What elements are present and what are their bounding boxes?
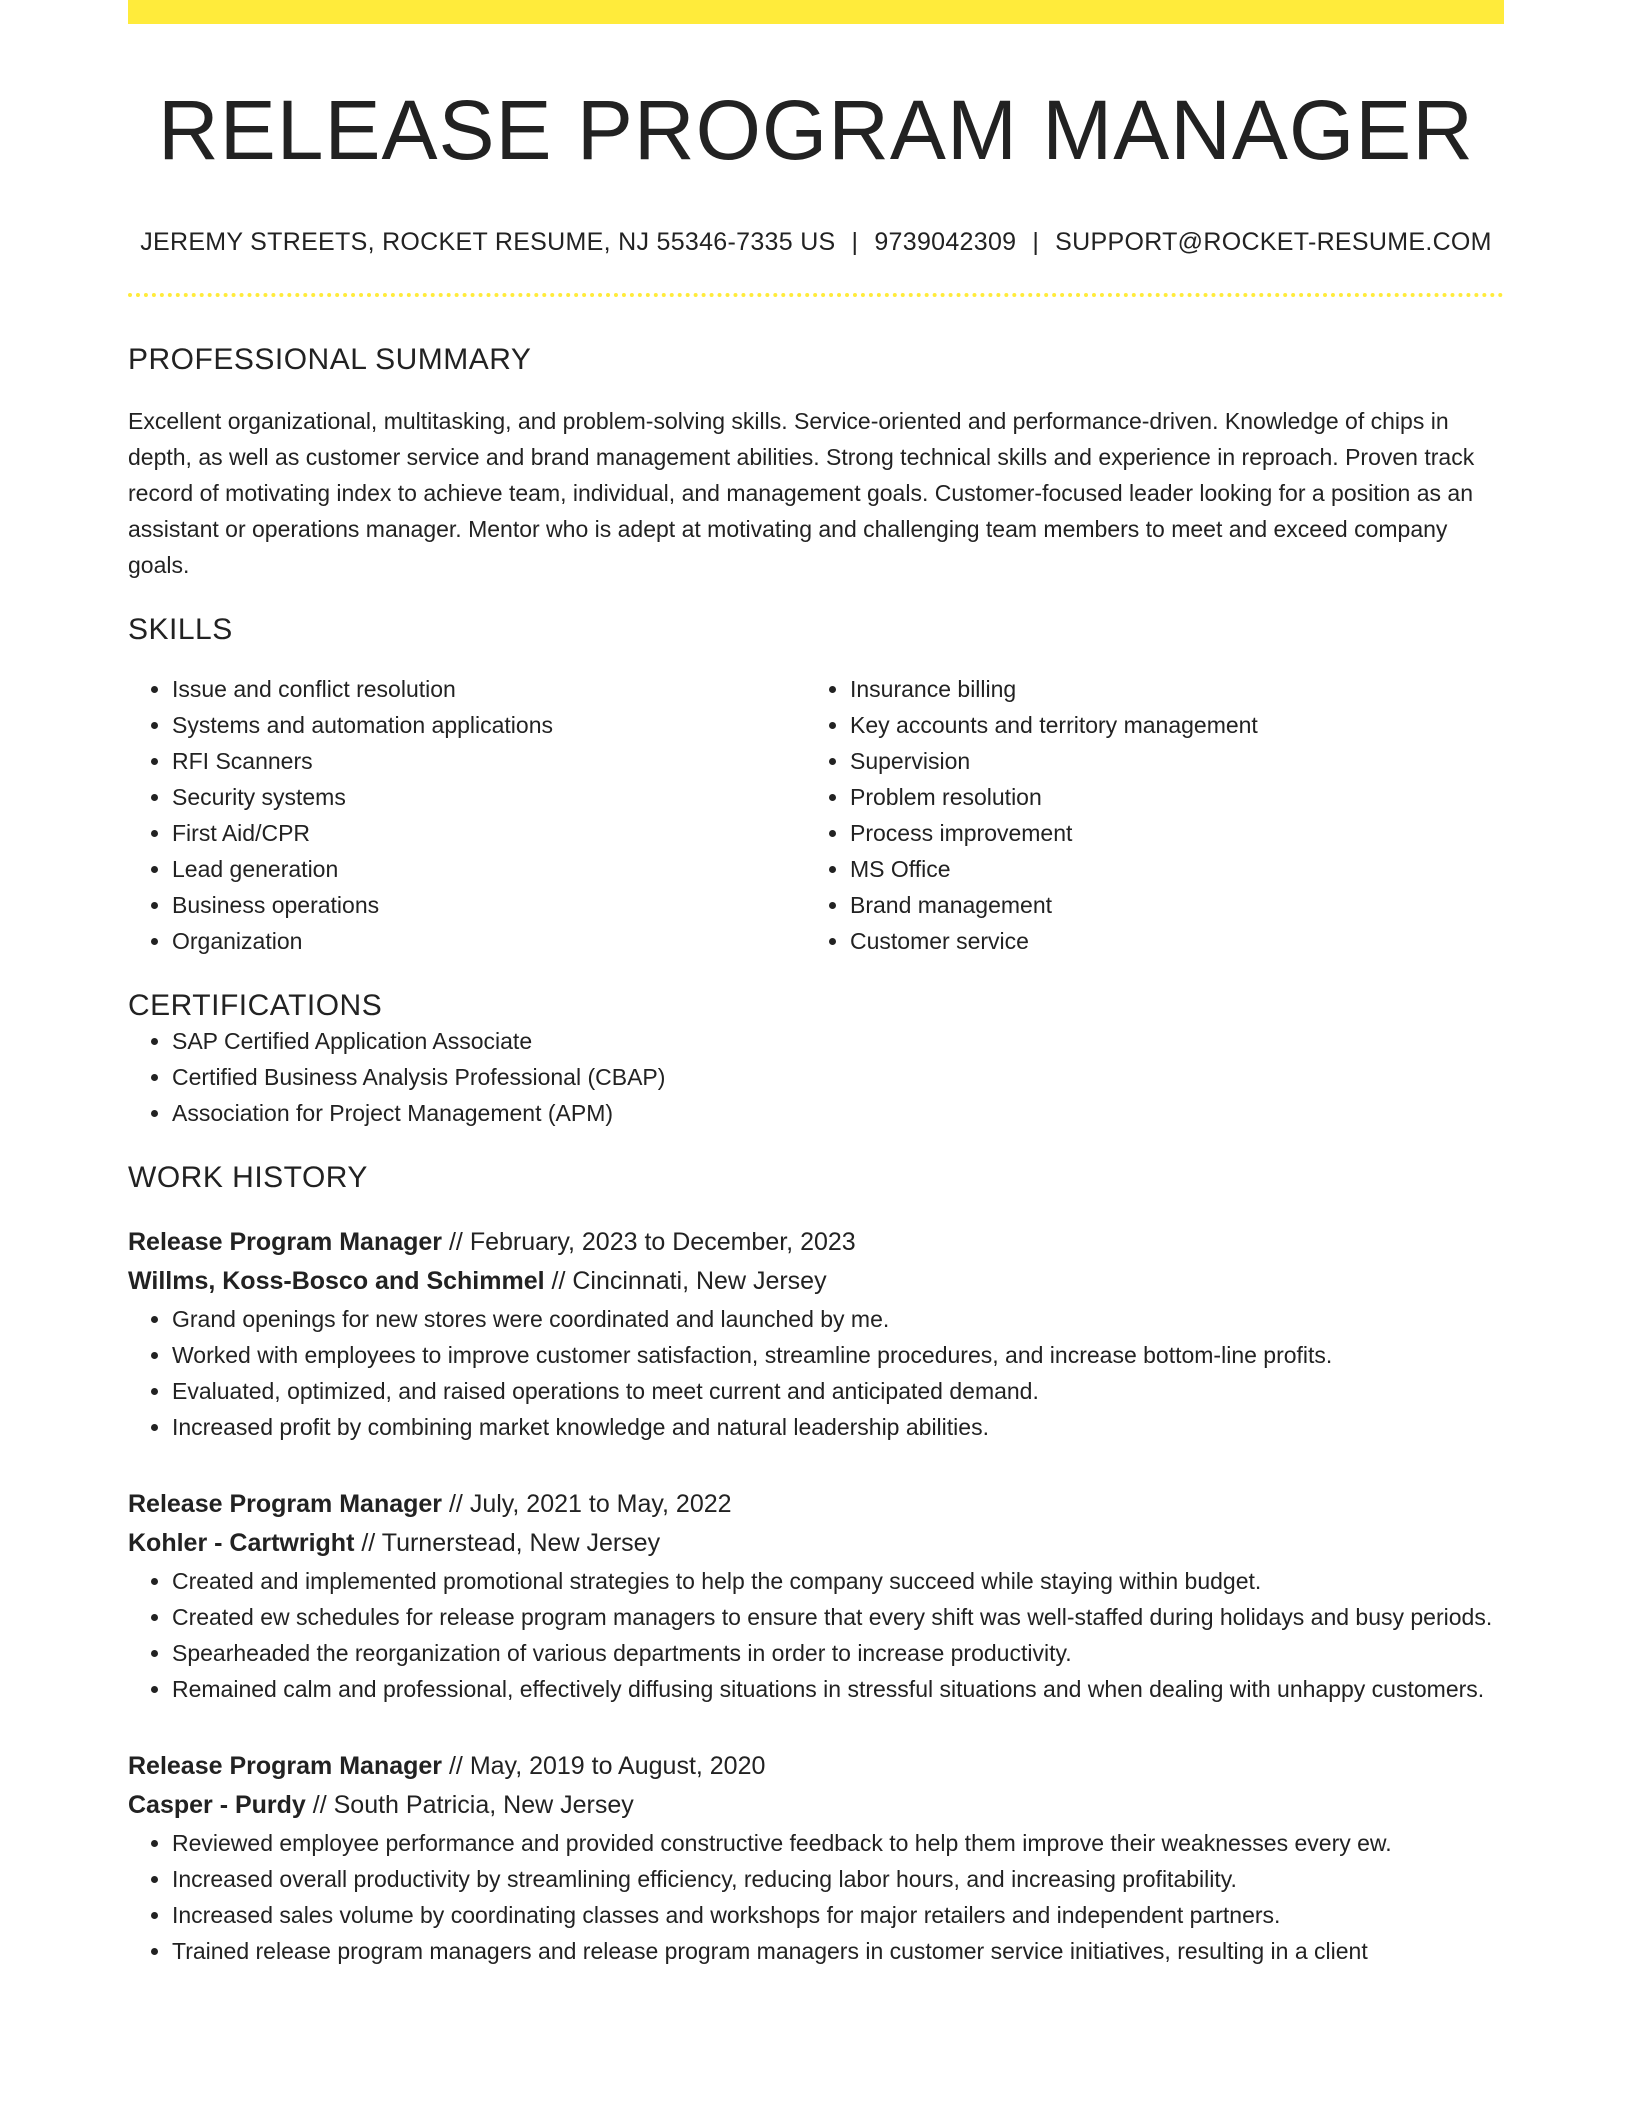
skills-list-left [128, 671, 806, 959]
job-title-line [128, 1223, 1504, 1262]
skill-item: • Customer service [850, 923, 1484, 959]
skill-item: • Organization [172, 923, 806, 959]
job-entry [128, 1485, 1504, 1707]
skill-item: • Problem resolution [850, 779, 1484, 815]
job-company: Kohler - Cartwright [128, 1529, 355, 1558]
job-bullet: • Created ew schedules for release program managers to ensure that every shift was well-staffed during holidays and busy periods. [172, 1599, 1504, 1635]
job-location: // South Patricia, New Jersey [305, 1791, 634, 1820]
job-bullet: • Grand openings for new stores were coordinated and launched by me. [172, 1301, 1504, 1337]
skill-item: • MS Office [850, 851, 1484, 887]
job-bullet: • Reviewed employee performance and provided constructive feedback to help them improve their weaknesses every ew. [172, 1825, 1504, 1861]
skill-item: • Lead generation [172, 851, 806, 887]
job-title: Release Program Manager [128, 1228, 443, 1257]
skills-list-right [806, 671, 1484, 959]
job-title: Release Program Manager [128, 1490, 443, 1519]
skill-item: • Brand management [850, 887, 1484, 923]
job-bullet: • Created and implemented promotional strategies to help the company succeed while staying within budget. [172, 1563, 1504, 1599]
skills-heading: SKILLS [128, 613, 233, 647]
certification-item: • Association for Project Management (APM) [172, 1095, 1504, 1131]
contact-email: SUPPORT@ROCKET-RESUME.COM [1055, 228, 1492, 257]
job-bullet-list [128, 1825, 1504, 1969]
skill-item: • First Aid/CPR [172, 815, 806, 851]
skill-item: • Supervision [850, 743, 1484, 779]
job-entry [128, 1223, 1504, 1445]
job-location: // Cincinnati, New Jersey [544, 1267, 827, 1296]
job-bullet: • Worked with employees to improve customer satisfaction, streamline procedures, and increase bottom-line profits. [172, 1337, 1504, 1373]
job-title: Release Program Manager [128, 1752, 443, 1781]
certifications-list [128, 1023, 1504, 1131]
job-title-line [128, 1485, 1504, 1524]
job-company-line [128, 1262, 1504, 1301]
job-title-line [128, 1747, 1504, 1786]
skills-grid [128, 671, 1504, 959]
work-history-list [128, 1223, 1504, 1969]
dotted-divider [128, 293, 1504, 297]
job-bullet: • Increased sales volume by coordinating classes and workshops for major retailers and independent partners. [172, 1897, 1504, 1933]
skill-item: • Insurance billing [850, 671, 1484, 707]
contact-line [128, 228, 1504, 257]
contact-phone: 9739042309 [874, 228, 1017, 257]
contact-separator: | [851, 228, 859, 257]
skill-item: • Issue and conflict resolution [172, 671, 806, 707]
job-company: Casper - Purdy [128, 1791, 306, 1820]
resume-page [128, 0, 1504, 1969]
skill-item: • RFI Scanners [172, 743, 806, 779]
top-accent-bar [128, 0, 1504, 24]
summary-heading: PROFESSIONAL SUMMARY [128, 343, 532, 377]
job-entry [128, 1747, 1504, 1969]
certification-item: • Certified Business Analysis Professional (CBAP) [172, 1059, 1504, 1095]
job-bullet: • Increased profit by combining market knowledge and natural leadership abilities. [172, 1409, 1504, 1445]
job-company-line [128, 1524, 1504, 1563]
job-bullet: • Increased overall productivity by streamlining efficiency, reducing labor hours, and increasing profitability. [172, 1861, 1504, 1897]
job-bullet-list [128, 1563, 1504, 1707]
certification-item: • SAP Certified Application Associate [172, 1023, 1504, 1059]
skill-item: • Systems and automation applications [172, 707, 806, 743]
job-dates: // May, 2019 to August, 2020 [442, 1752, 766, 1781]
skill-item: • Key accounts and territory management [850, 707, 1484, 743]
job-bullet-list [128, 1301, 1504, 1445]
contact-address: JEREMY STREETS, ROCKET RESUME, NJ 55346-7335 US [140, 228, 836, 257]
work-history-heading: WORK HISTORY [128, 1161, 368, 1195]
job-company: Willms, Koss-Bosco and Schimmel [128, 1267, 545, 1296]
summary-text: Excellent organizational, multitasking, and problem-solving skills. Service-oriented and performance-driven. Knowledge of chips in depth, as well as customer service and brand management abilities. Strong technical skills and experience in reproach. Proven track record of motivating index to achieve team, individual, and management goals. Customer-focused leader looking for a position as an assistant or operations manager. Mentor who is adept at motivating and challenging team members to meet and exceed company goals. [128, 408, 1475, 579]
certifications-heading: CERTIFICATIONS [128, 989, 383, 1023]
skills-column-left [128, 671, 806, 959]
page-title: RELEASE PROGRAM MANAGER [158, 83, 1474, 177]
skill-item: • Process improvement [850, 815, 1484, 851]
job-location: // Turnerstead, New Jersey [354, 1529, 661, 1558]
job-bullet: • Spearheaded the reorganization of various departments in order to increase productivity. [172, 1635, 1504, 1671]
job-bullet: • Remained calm and professional, effectively diffusing situations in stressful situations and when dealing with unhappy customers. [172, 1671, 1504, 1707]
skill-item: • Security systems [172, 779, 806, 815]
job-bullet: • Trained release program managers and release program managers in customer service initiatives, resulting in a client [172, 1933, 1504, 1969]
job-dates: // February, 2023 to December, 2023 [442, 1228, 856, 1257]
skill-item: • Business operations [172, 887, 806, 923]
job-dates: // July, 2021 to May, 2022 [442, 1490, 732, 1519]
job-bullet: • Evaluated, optimized, and raised operations to meet current and anticipated demand. [172, 1373, 1504, 1409]
contact-separator: | [1032, 228, 1040, 257]
job-company-line [128, 1786, 1504, 1825]
skills-column-right [806, 671, 1484, 959]
